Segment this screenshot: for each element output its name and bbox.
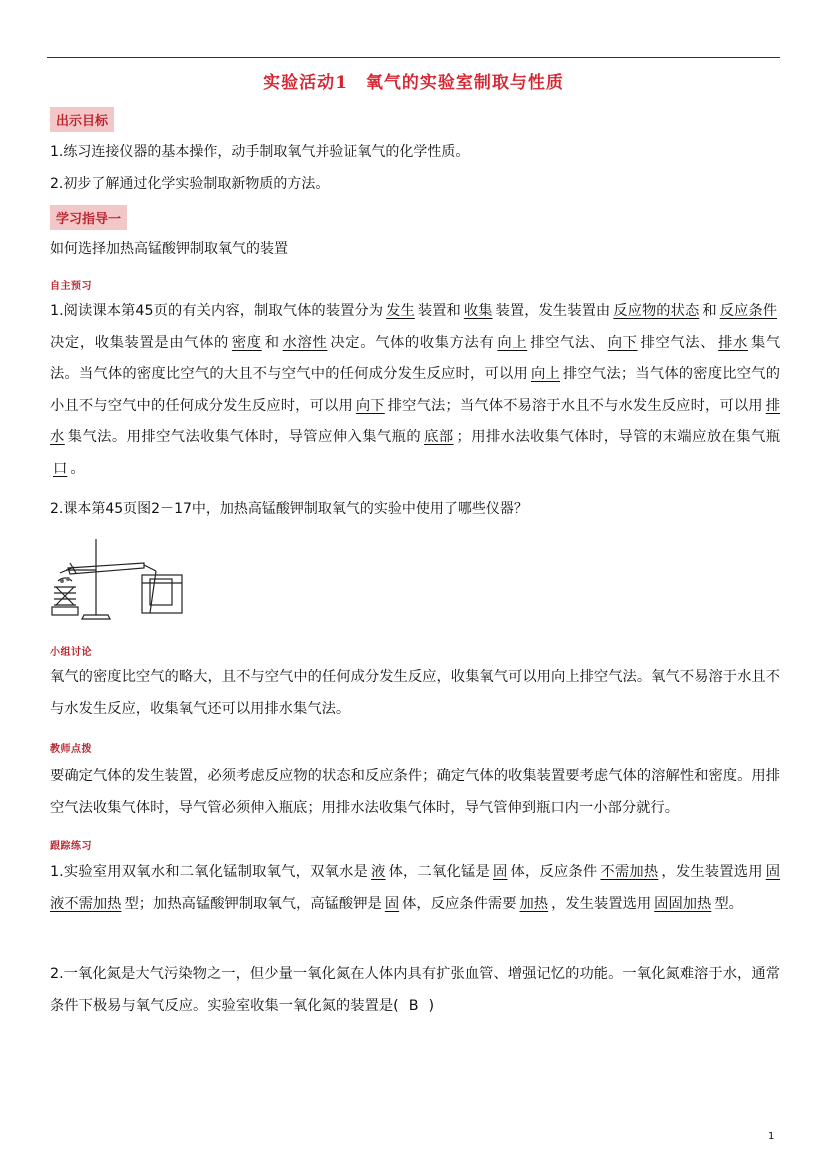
p1-text: 型。 [714,895,743,912]
p1-text: 体，二氧化锰是 [388,864,490,880]
p1-text: ，发生装置选用 [661,864,763,880]
p1-answer: 固 [384,895,400,912]
q1-text: 排空气法、 [640,334,716,351]
q1-answer: 向下 [355,397,385,414]
p1-answer: 固液不需加热 [50,864,781,912]
q1-text: 和 [264,334,280,351]
q1-text: ；用排水法收集气体时，导管的末端应放在集气瓶 [456,429,781,445]
q1-text: 集气法。当气体的密度比空气的大且不与空气中的任何成分发生反应时，可以用 [50,334,781,382]
p1-answer: 加热 [519,895,549,912]
label-practice: 跟踪练习 [50,841,92,852]
label-self-preview: 自主预习 [50,281,92,292]
q1-text: 决定。气体的收集方法有 [330,334,495,351]
teacher-text: 要确定气体的发生装置，必须考虑反应物的状态和反应条件；确定气体的收集装置要考虑气体的溶解性和密度。用排空气法收集气体时，导气管必须伸入瓶底；用排水法收集气体时，导气管伸到瓶口内一小部分就行。 [50,768,780,816]
p1-text: ，发生装置选用 [551,895,652,912]
page-title: 实验活动1 氧气的实验室制取与性质 [263,73,564,93]
discussion-text: 氧气的密度比空气的略大，且不与空气中的任何成分发生反应，收集氧气可以用向上排空气法。氧气不易溶于水且不与水发生反应，收集氧气还可以用排水集气法。 [50,669,780,717]
q1-text: 排空气法；当气体的密度比空气的小且不与空气中的任何成分发生反应时，可以用 [50,366,781,414]
practice-2 [50,959,780,1022]
section-tag-goals: 出示目标 [50,107,114,132]
q1-text: 装置，发生装置由 [495,303,611,319]
p1-text: 体，反应条件 [510,864,598,880]
q1-answer: 排水 [50,397,781,445]
apparatus-figure [46,535,188,621]
q1-answer: 收集 [463,303,493,319]
p1-text: 型；加热高锰酸钾制取氧气，高锰酸钾是 [124,895,382,912]
q1-text: 决定，收集装置是由气体的 [50,334,229,351]
goal-2: 2.初步了解通过化学实验制取新物质的方法。 [50,176,330,192]
q1-text: 集气法。用排空气法收集气体时，导管应伸入集气瓶的 [67,429,422,445]
question-2: 2.课本第45页图2－17中，加热高锰酸钾制取氧气的实验中使用了哪些仪器？ [50,501,528,517]
q1-answer: 反应条件 [719,303,778,319]
q1-answer: 发生 [386,303,415,319]
q1-text: 。 [70,460,85,477]
p1-answer: 液 [371,864,386,880]
p2-answer: B [408,997,419,1014]
q1-text: 排空气法、 [530,334,605,351]
top-rule [47,57,780,58]
label-teacher-tips: 教师点拨 [50,744,92,755]
q1-text: 1.阅读课本第45页的有关内容，制取气体的装置分为 [50,303,384,319]
q1-answer: 排水 [718,334,748,351]
q1-answer: 口 [53,460,68,477]
p1-answer: 固 [492,864,508,880]
question-1 [50,296,780,485]
q1-answer: 水溶性 [282,334,328,351]
q1-answer: 底部 [424,429,454,445]
p1-text: 体，反应条件需要 [402,895,517,912]
goal-1: 1.练习连接仪器的基本操作，动手制取氧气并验证氧气的化学性质。 [50,144,470,160]
p1-answer: 固固加热 [654,895,712,912]
guide-topic: 如何选择加热高锰酸钾制取氧气的装置 [50,241,288,257]
p1-text: 1.实验室用双氧水和二氧化锰制取氧气，双氧水是 [50,864,369,880]
q1-answer: 向下 [607,334,638,351]
label-group-discussion: 小组讨论 [50,647,92,658]
q1-answer: 反应物的状态 [613,303,700,319]
q1-text: 装置和 [417,303,461,319]
q1-answer: 向上 [530,366,560,382]
section-tag-guide: 学习指导一 [50,205,127,230]
q1-answer: 密度 [231,334,262,351]
p1-answer: 不需加热 [600,864,659,880]
practice-1 [50,857,780,920]
page-number: 1 [768,1131,775,1142]
p2-text: 2.一氧化氮是大气污染物之一，但少量一氧化氮在人体内具有扩张血管、增强记忆的功能。一氧化氮难溶于水，通常条件下极易与氧气反应。实验室收集一氧化氮的装置是( [50,966,780,1014]
p2-close: ) [428,997,435,1014]
q1-text: 排空气法；当气体不易溶于水且不与水发生反应时，可以用 [387,397,763,414]
q1-text: 和 [702,303,717,319]
q1-answer: 向上 [497,334,528,351]
